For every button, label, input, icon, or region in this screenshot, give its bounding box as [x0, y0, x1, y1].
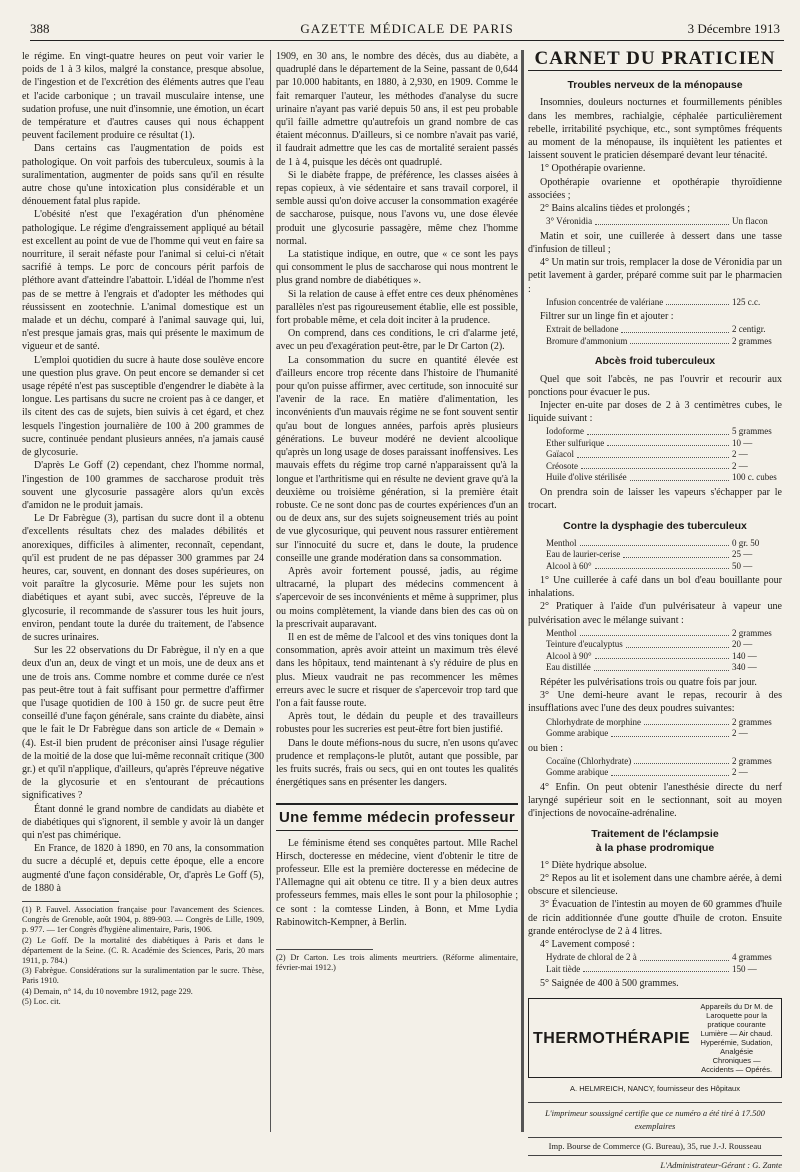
paragraph: 2° Repos au lit et isolement dans une chambre aérée, à demi obscure et silencieuse. — [528, 872, 782, 898]
paragraph: Opothérapie ovarienne et opothérapie thyroïdienne associées ; — [528, 176, 782, 201]
rx-qty: 2 — — [732, 449, 748, 460]
rx-row — [546, 438, 782, 450]
page-header — [30, 18, 784, 41]
rx-row — [546, 767, 782, 779]
rx-name: Hydrate de chloral de 2 à — [546, 952, 637, 963]
paragraph: Étant donné le grand nombre de candidats au diabète et de diabétiques qui s'ignorent, il semble y avoir là un danger qui n'est pas chimérique. — [22, 803, 264, 841]
paragraph: 3° Une demi-heure avant le repas, recourir à des insufflations avec l'une des deux poudres suivantes: — [528, 690, 782, 715]
prescription — [546, 717, 782, 740]
rx-name: Gomme arabique — [546, 728, 609, 738]
rx-name: Menthol — [546, 537, 577, 548]
paragraph: Matin et soir, une cuillerée à dessert dans une tasse d'infusion de tilleul ; — [528, 230, 782, 255]
footnote-rule — [276, 949, 373, 950]
paragraph: ou bien : — [528, 742, 563, 754]
rx-name: Cocaïne (Chlorhydrate) — [546, 755, 632, 766]
rx-qty: 2 grammes — [732, 335, 772, 346]
paragraph: Injecter en-uite par doses de 2 à 3 centimètres cubes, le liquide suivant : — [528, 400, 782, 425]
rx-row — [546, 472, 782, 484]
paragraph: 2° Bains alcalins tièdes et prolongés ; — [540, 203, 691, 215]
prescription — [546, 756, 782, 779]
column-divider — [270, 50, 271, 1132]
ad-line: Chroniques — Accidents — Opérés. — [701, 1056, 773, 1075]
paragraph: Après tout, le dédain du peuple et des travailleurs robustes pour les sucreries est peut-être fort bien justifié. — [276, 711, 518, 736]
prescription — [546, 216, 782, 228]
ad-line: Appareils du Dr M. de Laroquette pour la pratique courante — [700, 1002, 773, 1030]
ad-footer: A. HELMREICH, NANCY, fournisseur des Hôpitaux — [570, 1084, 740, 1094]
prescription — [546, 324, 782, 347]
rx-row — [546, 651, 782, 663]
rx-qty: 340 — — [732, 662, 757, 673]
rx-name: Iodoforme — [546, 426, 584, 437]
ad-line: Lumière — Air chaud. Hyperémie, Sudation, Analgésie — [700, 1029, 773, 1057]
rx-name: Huile d'olive stérilisée — [546, 472, 627, 483]
rx-qty: 0 gr. 50 — [732, 537, 760, 548]
rx-row — [546, 964, 782, 976]
paragraph: Quel que soit l'abcès, ne pas l'ouvrir et recourir aux ponctions pour évacuer le pus. — [528, 373, 782, 398]
paragraph: Dans certains cas l'augmentation de poids est pathologique. On voit parfois des tuberculeux, soumis à la suralimentation, augmenter de poids sans qu'il en résulte autre chose qu'une intoxication plus considérable et un dénouement fatal plus rapide. — [22, 143, 264, 208]
rx-row — [546, 717, 782, 729]
journal-title: GAZETTE MÉDICALE DE PARIS — [300, 21, 514, 36]
paragraph: Le Dr Fabrègue (3), partisan du sucre dont il a obtenu d'excellents résultats chez des malades débilités et anorexiques, difficiles à alimenter, reconnaît, cependant, qu'il est prudent de ne pas dépasser 300 grammes par 24 heures, car, souvent, en donnant des doses supérieures, on voit paraître la glycosurie. Même pour les sujets non diabétiques et ayant subi, avec succès, l'épreuve de la glycosurie, il recommande de s'assurer tous les huit jours, environ, pendant toute la durée du traitement, de l'absence de sucres urinaires. — [22, 513, 264, 643]
paragraph: Filtrer sur un linge fin et ajouter : — [540, 311, 674, 323]
rx-row — [546, 756, 782, 768]
rx-qty: 50 — — [732, 560, 753, 571]
rx-name: Gaïacol — [546, 449, 574, 460]
article-text: Le féminisme étend ses conquêtes partout. Mlle Rachel Hirsch, docteresse en médecine, vient d'obtenir le titre de professeur. Elle est la première docteresse en médecine de l'Allemagne qui ait obtenu ce titre. Il y a bien deux autres professeurs femmes, mais elles le sont pour la philosophie ; ce sont : la comtesse Linden, à Bonn, et Mme Lydia Rabinowitch-Kempner, à Berlin. — [276, 837, 518, 928]
rx-row — [546, 628, 782, 640]
rx-name: Eau distillée — [546, 662, 591, 673]
footnote-rule — [22, 901, 119, 902]
rx-qty: 20 — — [732, 639, 753, 650]
rx-name: Lait tiède — [546, 963, 581, 974]
section-title: Abcès froid tuberculeux — [594, 355, 716, 368]
carnet-title: CARNET DU PRATICIEN — [528, 50, 782, 71]
paragraph: 5° Saignée de 400 à 500 grammes. — [540, 978, 679, 990]
rx-row — [546, 538, 782, 550]
imprint-certificate: L'imprimeur soussigné certifie que ce numéro a été tiré à 17.500 exemplaires — [528, 1102, 782, 1133]
section-title: Contre la dysphagie des tuberculeux — [563, 520, 747, 533]
paragraph: Insomnies, douleurs nocturnes et fourmillements pénibles dans les membres, rachialgie, céphalée particulièrement rebelle, irritabilité psychique, etc., sont symptômes fréquents au moment de la ménopause, ils inquiètent les patientes et laissent souvent le praticien désemparé devant leur ténacité. — [528, 97, 782, 162]
rx-row — [546, 639, 782, 651]
rx-qty: 125 c.c. — [732, 296, 761, 307]
rx-row — [546, 297, 782, 309]
paragraph: On comprend, dans ces conditions, le cri d'alarme jeté, avec un peu d'exagération peut-être, par le Dr Carton (2). — [276, 328, 518, 353]
rx-name: Extrait de belladone — [546, 324, 619, 335]
rx-row — [546, 324, 782, 336]
paragraph: La consommation du sucre en quantité élevée est d'ailleurs encore trop récente dans l'histoire de l'humanité pour qu'on puisse affirmer, avec certitude, son innocuité sur l'avenir de la race. En matière d'alimentation, les inconvénients d'un mauvais régime ne se font souvent sentir qu'au bout de longues années, parfois après plusieurs générations. Le buveur modéré ne devient alcoolique qu'après un long usage de doses paraissant inoffensives. Les mauvais effets du régime trop carné n'apparaissent qu'à la longue et l'arthritisme qui en résulte ne devient grave qu'à la deuxième ou troisième génération, si la première était robuste. Ce ne sont donc pas de courtes expériences d'un an ou de deux ans, sur des sujets soigneusement triés au point de vue glycosurique, qui peuvent nous rassurer entièrement sur l'innocuité du sucre et, dans le doute, la prudence conseille une grande modération dans sa consommation. — [276, 354, 518, 564]
rx-qty: 2 centigr. — [732, 324, 766, 335]
paragraph: Si la relation de cause à effet entre ces deux phénomènes parallèles n'est pas rigoureusement établie, elle est possible, fort probable même, et cela doit inciter à la prudence. — [276, 288, 518, 327]
column-1 — [22, 50, 264, 1132]
footnote: (2) Dr Carton. Les trois aliments meurtriers. (Réforme alimentaire, février-mai 1912.) — [276, 953, 518, 973]
advertisement — [528, 998, 782, 1078]
paragraph: Après avoir fortement poussé, jadis, au régime ultracarné, la plupart des médecins commencent à s'apercevoir de ses inconvénients et même à supprimer, plus ou moins complètement, la viande dans bien des cas où on la prescrivait auparavant. — [276, 565, 518, 630]
paragraph: 3° Évacuation de l'intestin au moyen de 60 grammes d'huile de ricin additionnée d'une goutte d'huile de croton. Ensuite grande entéroclyse de 2 à 4 litres. — [528, 899, 782, 937]
footnote: (5) Loc. cit. — [22, 996, 61, 1006]
paragraph: 4° Un matin sur trois, remplacer la dose de Véronidia par un petit lavement à garder, préparé comme suit par le pharmacien : — [528, 257, 782, 295]
manager-signature: L'Administrateur-Gérant : G. Zante — [660, 1160, 782, 1171]
rx-qty: 25 — — [732, 549, 753, 560]
prescription — [546, 426, 782, 484]
paragraph: 2° Pratiquer à l'aide d'un pulvérisateur à vapeur une pulvérisation avec le mélange suivant : — [528, 601, 782, 626]
rx-qty: 2 — — [732, 728, 748, 738]
rx-row — [546, 216, 782, 228]
paragraph: Il en est de même de l'alcool et des vins toniques dont la consommation, après avoir atteint un maximum très élevé dans les hôpitaux, tend maintenant à s'y réduire de plus en plus. Mieux vaudrait ne pas recommencer les mêmes erreurs avec le sucre et risquer de s'apercevoir trop tard que l'on a fait fausse route. — [276, 631, 518, 709]
rx-name: Gomme arabique — [546, 767, 609, 778]
rx-name: Alcool à 60° — [546, 560, 592, 571]
rx-qty: 100 c. cubes — [732, 472, 777, 483]
rx-row — [546, 952, 782, 964]
rx-row — [546, 449, 782, 461]
footnote: (1) P. Fauvel. Association française pour l'avancement des Sciences. Congrès de Grenoble, août 1904, p. 889-903. — Congrès de Lille, 1909, p. 977. — 1er Congrès d'hygiène alimentaire, Paris, 1906. — [22, 905, 264, 935]
ad-text — [696, 1002, 777, 1074]
section-subtitle: à la phase prodromique — [595, 841, 715, 854]
footnote: (4) Demain, n° 14, du 10 novembre 1912, page 229. — [22, 986, 193, 996]
rx-qty: 2 — — [732, 460, 748, 471]
paragraph: On prendra soin de laisser les vapeurs s'échapper par le trocart. — [528, 486, 782, 512]
ad-brand: THERMOTHÉRAPIE — [533, 1029, 691, 1047]
paragraph: le régime. En vingt-quatre heures on peut voir varier le poids de 1 à 3 kilos, malgré la constance, presque absolue, de l'ingestion et de l'excrétion des éléments autres que l'eau et l'acide carbonique ; un travail musculaire intense, une sudation profuse, une nuit d'insomnie, une émotion, un écart de température et d'autres causes qui nous échappent peuvent facilement produire ce résultat (1). — [22, 51, 264, 142]
rx-name: 3° Véronidia — [546, 216, 593, 227]
prescription — [546, 628, 782, 674]
paragraph: 4° Enfin. On peut obtenir l'anesthésie directe du nerf laryngé supérieur soit en le sectionnant, soit au moyen d'injections de novocaïne-adrénaline. — [528, 781, 782, 820]
paragraph: 1° Opothérapie ovarienne. — [540, 163, 646, 175]
rx-qty: 150 — — [732, 963, 757, 974]
paragraph: D'après Le Goff (2) cependant, chez l'homme normal, l'ingestion de 100 grammes de saccharose produit très souvent une glycosurie passagère alors qu'un excès d'amidon ne le produit jamais. — [22, 460, 264, 511]
page-number: 388 — [30, 21, 50, 36]
rx-row — [546, 561, 782, 573]
rx-row — [546, 662, 782, 674]
rx-qty: 2 — — [732, 767, 748, 778]
issue-date: 3 Décembre 1913 — [687, 21, 780, 36]
rx-name: Bromure d'ammonium — [546, 335, 628, 346]
rx-row — [546, 728, 782, 740]
rx-qty: 10 — — [732, 437, 753, 448]
footnote: (2) Le Goff. De la mortalité des diabétiques à Paris et dans le département de la Seine. (C. R. Académie des Sciences, Paris, 20 mars 1911, p. 784.) — [22, 935, 264, 966]
column-2 — [276, 50, 518, 1132]
rx-row — [546, 426, 782, 438]
paragraph: En France, de 1820 à 1890, en 70 ans, la consommation du sucre a décuplé et, depuis cette époque, elle a encore augmenté d'une façon considérable, Or, d'après Le Goff (5), de 1880 à — [22, 843, 264, 894]
paragraph: L'emploi quotidien du sucre à haute dose soulève encore une question plus grave. On peut encore se demander si cet usage répété n'est pas susceptible d'engendrer le diabète à la longue. Les partisans du sucre ne croient pas à ce danger, et ils citent des cas de sujets, bien suivis à cet égard, et chez lesquels l'ingestion journalière de 100 à 200 grammes de sucre, continuée pendant plusieurs années, n'a jamais causé de glycosurie. — [22, 354, 264, 459]
paragraph: Si le diabète frappe, de préférence, les classes aisées à repas copieux, à vie sédentaire et sans travail corporel, il semble aussi qu'on doive accuser la consommation exagérée de saccharose, puisque, nous l'avons vu, une dose élevée produit une glycosurie passagère, même chez l'homme normal. — [276, 169, 518, 247]
section-title: Traitement de l'éclampsie — [591, 828, 719, 841]
printer-line: Imp. Bourse de Commerce (G. Bureau), 35, rue J.-J. Rousseau — [528, 1137, 782, 1156]
footnote: (3) Fabrègue. Considérations sur la suralimentation par le sucre. Thèse, Paris 1910. — [22, 966, 264, 986]
prescription — [546, 297, 782, 309]
article-title: Une femme médecin professeur — [276, 803, 518, 830]
rx-name: Teinture d'eucalyptus — [546, 639, 623, 650]
rx-name: Alcool à 90° — [546, 650, 592, 661]
rx-row — [546, 461, 782, 473]
rx-name: Menthol — [546, 627, 577, 638]
column-divider — [521, 50, 524, 1132]
rx-qty: 2 grammes — [732, 716, 772, 727]
rx-row — [546, 336, 782, 348]
rx-name: Infusion concentrée de valériane — [546, 296, 664, 307]
paragraph: 4° Lavement composé : — [540, 938, 635, 950]
rx-name: Ether sulfurique — [546, 437, 605, 448]
rx-qty: 2 grammes — [732, 627, 772, 638]
rx-name: Eau de laurier-cerise — [546, 549, 621, 560]
prescription — [546, 952, 782, 975]
paragraph: Sur les 22 observations du Dr Fabrègue, il n'y en a que deux d'un an, deux de vingt et un mois, une de deux ans et une de trois ans. Comme nombre et comme durée ce n'est pas peut-être tout à fait suffisant pour permettre d'affirmer que l'usage quotidien de 100 à 150 gr. de sucre peut être conseillé d'une façon générale, sans crainte du diabète, ainsi que le fait le Dr Fabrègue dans son article de « Demain » (4). Est-il bien prudent de préconiser ainsi l'usage régulier de la moitié de la dose que lui-même reconnaît critique (300 gr.) et qu'il n'applique, d'ailleurs, qu'après l'épreuve négative de la glycosurie et en s'entourant de précautions significatives ? — [22, 645, 264, 802]
rx-qty: 2 grammes — [732, 755, 772, 766]
column-3-carnet — [528, 48, 782, 1171]
paragraph: Dans le doute méfions-nous du sucre, n'en usons qu'avec prudence et remplaçons-le plutôt, autant que possible, par les fruits sucrés, frais ou secs, qui en ont toutes les qualités énergétiques sans en présenter les dangers. — [276, 737, 518, 789]
paragraph: L'obésité n'est que l'exagération d'un phénomène pathologique. Le régime d'engraissement appliqué au bétail est excellent au point de vue de l'homme qui veut en faire sa nourriture, il serait néfaste pour l'animal si celui-ci n'était sacrifié à temps. Le porc de concours périt parfois de pléthore avant d'atteindre l'abattoir. L'idéal de l'homme n'est pas de se mettre à l'engrais et d'adopter les méthodes qui réussissent en zootechnie. L'animal domestique est un malade et un déchu, comparé à l'animal sauvage qui, lui, n'est presque jamais gras, mais qui présente le maximum de vigueur et de santé. — [22, 209, 264, 353]
rx-name: Créosote — [546, 460, 578, 471]
paragraph: 1° Diète hydrique absolue. — [540, 859, 647, 871]
paragraph: La statistique indique, en outre, que « ce sont les pays qui consomment le plus de saccharose qui nous montrent le plus grand nombre de diabétiques ». — [276, 249, 518, 287]
section-title: Troubles nerveux de la ménopause — [567, 79, 743, 92]
rx-qty: Un flacon — [732, 216, 768, 227]
rx-qty: 4 grammes — [732, 952, 772, 963]
prescription — [546, 538, 782, 573]
paragraph: 1909, en 30 ans, le nombre des décès, dus au diabète, a quadruplé dans le département de la Seine, passant de 0,644 par 10.000 habitants, en 1880, à 2,930, en 1909. Comme le fait remarquer l'auteur, les méthodes d'analyse du sucre urinaire n'ayant pas varié depuis 50 ans, il est peu probable qu'il faille admettre qu'autrefois un grand nombre de cas étaient méconnus. D'ailleurs, si ce nombre n'avait pas varié, il faudrait admettre que les cas de mortalité seraient passés de 1 à 4, puisque les décès ont quadruplé. — [276, 51, 518, 168]
rx-row — [546, 549, 782, 561]
paragraph: Répéter les pulvérisations trois ou quatre fois par jour. — [540, 676, 757, 688]
rx-qty: 140 — — [732, 650, 757, 661]
rx-qty: 5 grammes — [732, 426, 772, 437]
rx-name: Chlorhydrate de morphine — [546, 716, 641, 727]
paragraph: 1° Une cuillerée à café dans un bol d'eau bouillante pour inhalations. — [528, 575, 782, 600]
